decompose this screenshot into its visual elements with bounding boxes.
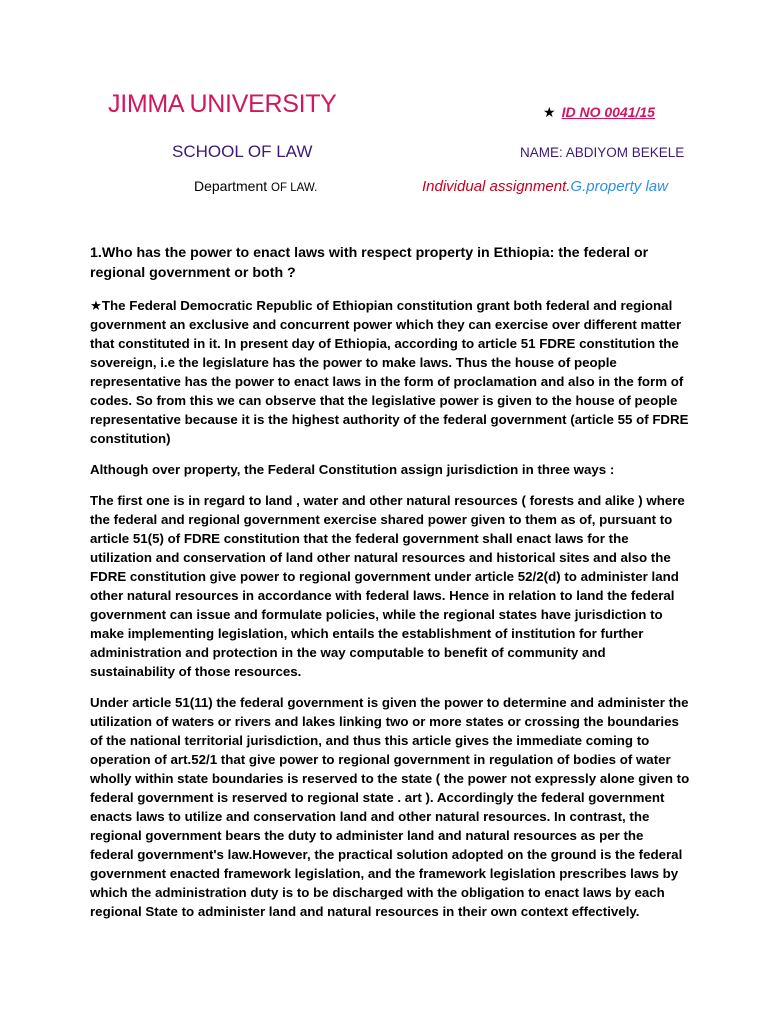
paragraph-3: The first one is in regard to land , water and other natural resources ( forests and alike ) where the federal and regional government exercise shared power given to them as of, pursuant to article 51(5) of FDRE constitution that the federal government shall enact laws for the utilization and conservation of land other natural resources and historical sites and also the FDRE constitution give power to regional government under article 52/2(d) to administer land other natural resources in accordance with federal laws. Hence in relation to land the federal government can issue and formulate policies, while the regional states have jurisdiction to make implementing legislation, which entails the establishment of institution for further administration and protection in the way computable to benefit of community and sustainability of those resources.: [90, 493, 685, 679]
department-small: OF LAW.: [271, 182, 318, 194]
school-title: SCHOOL OF LAW: [172, 142, 313, 161]
assignment-title: [422, 178, 668, 195]
id-number: [543, 104, 655, 121]
department-main: Department: [194, 178, 272, 194]
star-icon: ★: [543, 104, 556, 120]
paragraph-1: ★The Federal Democratic Republic of Ethiopian constitution grant both federal and regional government an exclusive and concurrent power which they can exercise over different matter that constituted in it. In present day of Ethiopia, according to article 51 FDRE constitution the sovereign, i.e the legislature has the power to make laws. Thus the house of people representative has the power to enact laws in the form of proclamation and also in the form of codes. So from this we can observe that the legislative power is given to the house of people representative because it is the highest authority of the federal government (article 55 of FDRE constitution): [90, 298, 689, 446]
paragraph-2: Although over property, the Federal Constitution assign jurisdiction in three ways :: [90, 462, 615, 477]
student-name: NAME: ABDIYOM BEKELE: [520, 145, 685, 160]
paragraph-4: Under article 51(11) the federal government is given the power to determine and administer the utilization of waters or rivers and lakes linking two or more states or crossing the boundaries of the national territorial jurisdiction, and thus this article gives the immediate coming to operation of art.52/1 that give power to regional government in regulation of bodies of water wholly within state boundaries is reserved to the state ( the power not expressly alone given to federal government is reserved to regional state . art ). Accordingly the federal government enacts laws to utilize and conservation land and other natural resources. In contrast, the regional government bears the duty to administer land and natural resources as per the federal government's law.However, the practical solution adopted on the ground is the federal government enacted framework legislation, and the framework legislation prescribes laws by which the administration duty is to be discharged with the obligation to enact laws by each regional State to administer land and natural resources in their own context effectively.: [90, 695, 690, 919]
assignment-label: Individual assignment.: [422, 178, 571, 195]
document-body: [90, 243, 690, 933]
university-title: JIMMA UNIVERSITY: [108, 90, 337, 118]
assignment-course: G.property law: [570, 178, 668, 195]
id-number-text: ID NO 0041/15: [561, 104, 655, 120]
department-label: [194, 178, 317, 194]
question-text: 1.Who has the power to enact laws with respect property in Ethiopia: the federal or regional government or both ?: [90, 245, 649, 281]
